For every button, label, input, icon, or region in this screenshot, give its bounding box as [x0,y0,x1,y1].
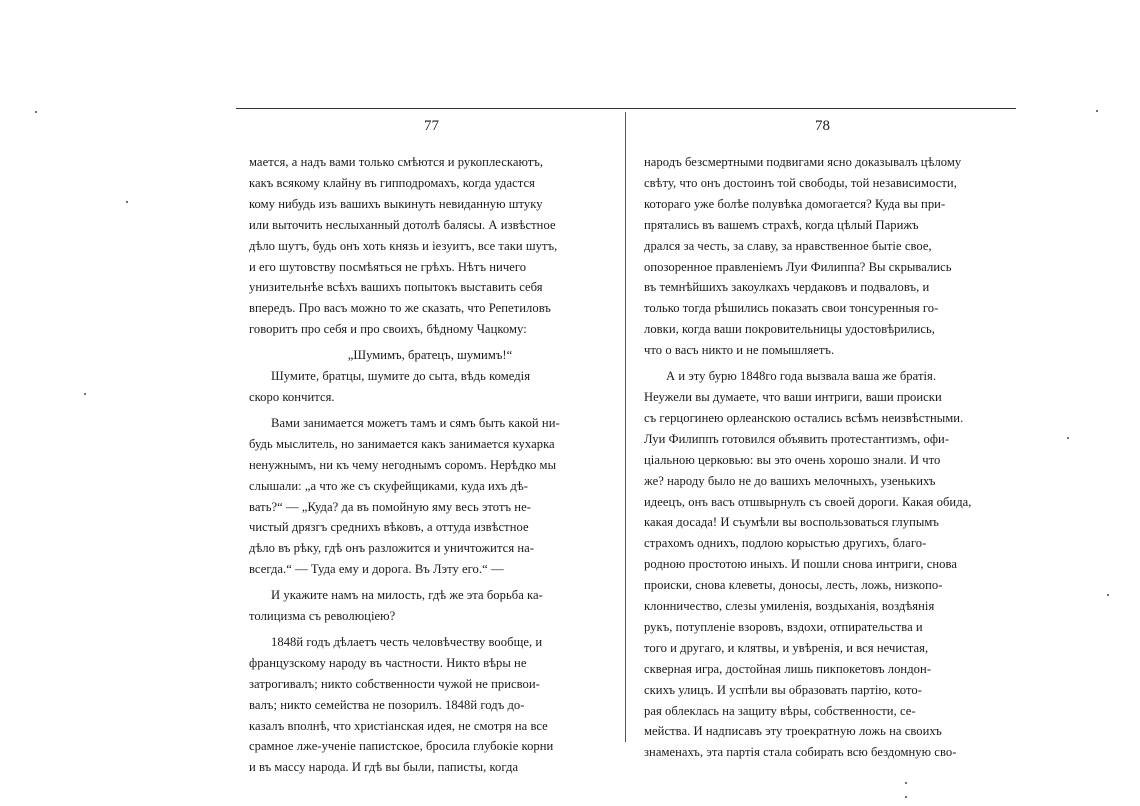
text-line: всегда.“ — Туда ему и дорога. Въ Лэту его.“ — [249,562,504,577]
scan-speck [1067,437,1069,439]
text-line: же? народу было не до вашихъ мелочныхъ, узенькихъ [644,473,936,488]
scan-speck [35,111,37,113]
text-line: Вами занимается можетъ тамъ и сямъ быть какой ни- [271,415,560,430]
text-line: какъ всякому клайну въ гипподромахъ, когда удастся [249,175,535,190]
text-line: клонничество, слезы умиленія, воздыханія, воздѣянія [644,599,935,614]
page-number-right: 78 [815,118,830,134]
text-line: срамное лже-ученіе папистское, бросила глубокіе корни [249,739,554,754]
text-line: рукъ, потупленіе взоровъ, вздохи, отпирательства и [644,619,923,634]
text-line: котораго уже болѣе полувѣка домогается? Куда вы при- [644,196,946,211]
quote-line: „Шумимъ, братецъ, шумимъ!“ [347,348,513,363]
left-page-text [249,152,611,778]
text-line: валъ; никто семейства не позорилъ. 1848й годъ до- [249,697,525,712]
text-line: кому нибудь изъ вашихъ выкинуть невиданную штуку [249,196,543,211]
text-line: идеецъ, онъ васъ отшвырнулъ съ своей дороги. Какая обида, [644,494,972,509]
text-line: только тогда рѣшились показать свои тонсуренныя го- [644,301,939,316]
text-line: рая облеклась на защиту вѣры, собственности, се- [644,703,916,718]
scan-speck [126,201,128,203]
text-line: родною простотою иныхъ. И пошли снова интриги, снова [644,557,957,572]
text-line: знаменахъ, эта партія стала собирать всю бездомную сво- [644,745,957,760]
scan-speck [1096,110,1098,112]
text-line: слышали: „а что же съ скуфейщиками, куда ихъ дѣ- [249,478,528,493]
scan-speck [905,796,907,798]
text-line: впередъ. Про васъ можно то же сказать, что Репетиловъ [249,301,551,316]
page-number-left: 77 [424,118,439,134]
text-line: дѣло шутъ, будь онъ хоть князь и іезуитъ, все таки шутъ, [249,238,558,253]
text-line: мейства. И надписавъ эту троекратную ложь на своихъ [644,724,942,739]
text-line: дрался за честь, за славу, за нравственное бытіе свое, [644,238,932,253]
text-line: того и другаго, и клятвы, и увѣренія, и вся нечистая, [644,640,929,655]
text-line: ціальною церковью: вы это очень хорошо знали. И что [644,452,941,467]
text-line: вать?“ — „Куда? да въ помойную яму весь этотъ не- [249,499,531,514]
text-line: какая досада! И съумѣли вы воспользоваться глупымъ [644,515,939,530]
text-line: или выточить неслыханный дотолѣ балясы. А извѣстное [249,217,556,232]
text-line: И укажите намъ на милость, гдѣ же эта борьба ка- [271,588,543,603]
text-line: толицизма съ революціею? [249,609,396,624]
text-line: въ темнѣйшихъ закоулкахъ чердаковъ и подваловъ, и [644,280,930,295]
text-line: скихъ улицъ. И успѣли вы образовать партію, кото- [644,682,922,697]
text-line: мается, а надъ вами только смѣются и рукоплескаютъ, [249,155,544,169]
right-page-text [644,152,1008,763]
text-line: французскому народу въ частности. Никто вѣры не [249,655,527,670]
text-line: казалъ вполнѣ, что христіанская идея, не смотря на все [249,718,548,733]
scan-speck [84,393,86,395]
text-line: затрогивалъ; никто собственности чужой не присвои- [249,676,540,691]
text-line: говоритъ про себя и про своихъ, бѣдному Чацкому: [249,322,527,337]
text-line: что о васъ никто и не помышляетъ. [644,343,835,358]
text-line: происки, снова клеветы, доносы, лесть, ложь, низкопо- [644,578,943,593]
text-line: дѣло въ рѣку, гдѣ онъ разложится и уничтожится на- [249,541,535,556]
text-line: 1848й годъ дѣлаетъ честь человѣчеству вообще, и [271,634,543,649]
text-line: скверная игра, достойная лишь пикпокетовъ лондон- [644,661,932,676]
text-line: прятались въ вашемъ страхѣ, когда цѣлый Парижъ [644,217,919,232]
text-line: ловки, когда ваши покровительницы удостовѣрились, [644,322,936,337]
text-line: скоро кончится. [249,389,335,404]
text-line: ненужнымъ, ни къ чему негоднымъ соромъ. Нерѣдко мы [249,457,557,472]
text-line: унизительнѣе всѣхъ вашихъ попытокъ выставить себя [249,280,543,295]
header-rule [236,108,1016,109]
text-line: и въ массу народа. И гдѣ вы были, паписты, когда [249,760,519,775]
scan-speck [1107,594,1109,596]
text-line: Луи Филиппъ готовился объявить протестантизмъ, офи- [644,431,950,446]
page-gutter [625,112,626,742]
text-line: А и эту бурю 1848го года вызвала ваша же братія. [666,369,937,384]
text-line: свѣту, что онъ достоинъ той свободы, той независимости, [644,175,957,190]
text-line: народъ безсмертными подвигами ясно доказывалъ цѣлому [644,155,962,169]
text-line: Неужели вы думаете, что ваши интриги, ваши происки [644,389,942,404]
text-line: и его шутовству посмѣяться не грѣхъ. Нѣтъ ничего [249,259,527,274]
text-line: будь мыслитель, но занимается какъ занимается кухарка [249,436,555,451]
text-line: страхомъ однихъ, подлою корыстью другихъ, благо- [644,536,927,551]
text-line: съ герцогинею орлеанскою остались всѣмъ неизвѣстными. [644,410,964,425]
text-line: опозоренное правленіемъ Луи Филиппа? Вы скрывались [644,259,952,274]
scan-speck [905,782,907,784]
text-line: чистый дрязгъ среднихъ вѣковъ, а оттуда извѣстное [249,520,529,535]
text-line: Шумите, братцы, шумите до сыта, вѣдь комедія [271,369,531,384]
